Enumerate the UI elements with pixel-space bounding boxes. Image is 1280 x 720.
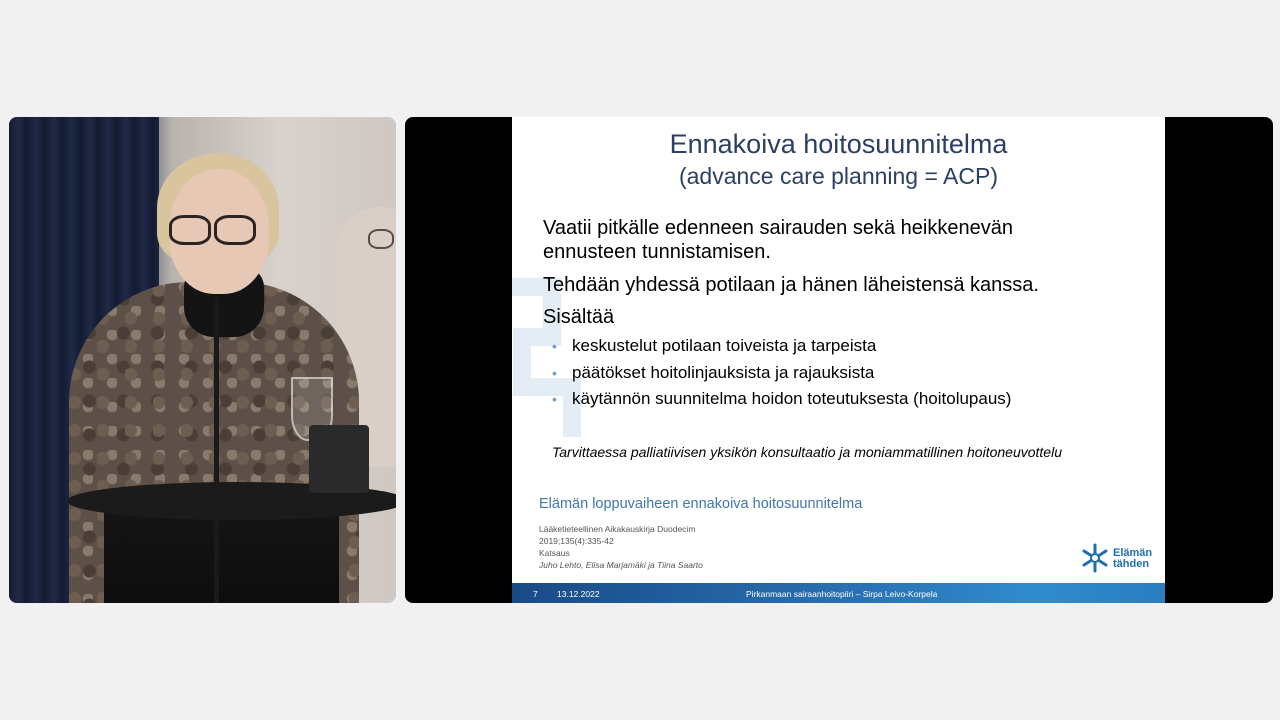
sub-point-text: päätökset hoitolinjauksista ja rajauksista [572,362,875,382]
sub-point-1 [552,333,1011,360]
sub-point-text: käytännön suunnitelma hoidon toteutuksesta (hoitolupaus) [572,389,1012,408]
slide-footer [512,583,1165,603]
slide-page-number: 7 [533,589,538,599]
slide-subtitle: (advance care planning = ACP) [678,163,998,189]
speaker-glasses-right [214,215,256,245]
reference-citation: 2019;135(4):335-42 [539,536,614,546]
speaker-video-panel [9,117,396,603]
sub-point-list [552,333,1011,413]
main-point-2: Tehdään yhdessä potilaan ja hänen läheistensä kanssa. [543,274,1039,296]
sub-point-3 [552,386,1011,413]
main-point-3: Sisältää [543,306,615,328]
presentation-panel [405,117,1273,603]
microphone-stand [214,297,219,603]
bullet-icon: • [552,364,557,381]
bullet-icon: • [552,391,557,407]
consultation-note: Tarvittaessa palliatiivisen yksikön konsultaatio ja moniammatillinen hoitoneuvottelu [552,444,1062,460]
slide-organization: Pirkanmaan sairaanhoitopiiri – Sirpa Leivo-Korpela [746,589,938,599]
background-person-glasses [368,229,394,249]
slide-title: Ennakoiva hoitosuunnitelma [669,129,1008,159]
slide [512,117,1165,603]
reference-journal: Lääketieteellinen Aikakauskirja Duodecim [539,524,696,534]
speaker-glasses-left [169,215,211,245]
slide-date: 13.12.2022 [557,589,600,599]
logo-text-line1: Elämän [1113,547,1153,559]
reference-title: Elämän loppuvaiheen ennakoiva hoitosuunnitelma [539,496,863,512]
star-of-life-icon [1080,542,1110,574]
logo-text-line2: tähden [1113,558,1150,570]
sub-point-2 [552,360,1011,387]
reference-type: Katsaus [539,548,570,558]
desk-speaker [309,425,369,493]
sub-point-text: keskustelut potilaan toiveista ja tarpeista [572,336,877,355]
reference-authors: Juho Lehto, Elisa Marjamäki ja Tiina Saarto [539,560,703,570]
bullet-icon: • [552,338,557,354]
main-point-1: Vaatii pitkälle edenneen sairauden sekä heikkenevän ennusteen tunnistamisen. [543,217,1013,263]
elaman-tahden-logo [1080,541,1160,575]
